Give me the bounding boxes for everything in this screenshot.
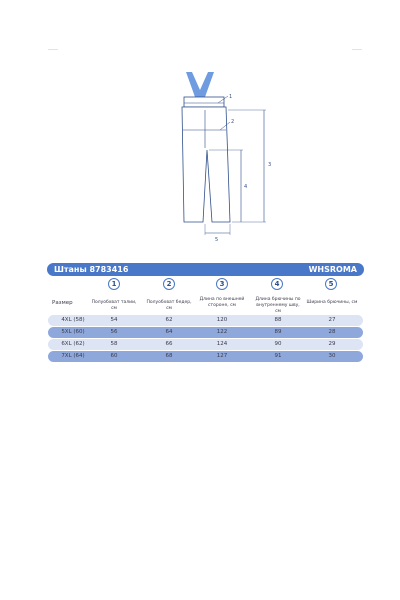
column-number-5: 5 bbox=[325, 278, 337, 290]
column-header-3: Длина по внешней стороне, см bbox=[199, 297, 245, 308]
table-row bbox=[48, 315, 363, 326]
value-cell: 127 bbox=[216, 353, 228, 359]
value-cell: 30 bbox=[328, 353, 336, 359]
column-header-1: Полуобхват талии, см bbox=[91, 300, 137, 311]
column-number-2: 2 bbox=[163, 278, 175, 290]
value-cell: 122 bbox=[216, 329, 228, 335]
value-cell: 58 bbox=[110, 341, 118, 347]
value-cell: 28 bbox=[328, 329, 336, 335]
value-cell: 54 bbox=[110, 317, 118, 323]
value-cell: 66 bbox=[165, 341, 173, 347]
table-row bbox=[48, 327, 363, 338]
brand-name: WHSROMA bbox=[308, 265, 357, 274]
value-cell: 60 bbox=[110, 353, 118, 359]
column-number-1: 1 bbox=[108, 278, 120, 290]
value-cell: 29 bbox=[328, 341, 336, 347]
measure-label-1: 1 bbox=[229, 94, 233, 100]
value-cell: 62 bbox=[165, 317, 173, 323]
size-cell: 6XL (62) bbox=[61, 341, 85, 347]
edge-mark-left bbox=[48, 49, 58, 50]
value-cell: 27 bbox=[328, 317, 336, 323]
table-row bbox=[48, 339, 363, 350]
product-title: Штаны 8783416 bbox=[54, 265, 129, 274]
pants-outline bbox=[182, 107, 230, 222]
column-number-4: 4 bbox=[271, 278, 283, 290]
column-number-3: 3 bbox=[216, 278, 228, 290]
table-row bbox=[48, 351, 363, 362]
value-cell: 56 bbox=[110, 329, 118, 335]
measure-label-4: 4 bbox=[244, 184, 248, 190]
value-cell: 68 bbox=[165, 353, 173, 359]
edge-mark-right bbox=[352, 49, 362, 50]
size-cell: 7XL (64) bbox=[61, 353, 85, 359]
value-cell: 120 bbox=[216, 317, 228, 323]
pants-measurement-diagram bbox=[160, 65, 280, 245]
size-cell: 4XL (58) bbox=[61, 317, 85, 323]
value-cell: 124 bbox=[216, 341, 228, 347]
measure-label-5: 5 bbox=[215, 237, 219, 243]
column-header-4: Длина брючины по внутреннему шву, см bbox=[255, 297, 301, 314]
waistband bbox=[184, 97, 224, 107]
value-cell: 91 bbox=[274, 353, 282, 359]
value-cell: 89 bbox=[274, 329, 282, 335]
measure-label-3: 3 bbox=[268, 162, 272, 168]
value-cell: 88 bbox=[274, 317, 282, 323]
value-cell: 64 bbox=[165, 329, 173, 335]
value-cell: 90 bbox=[274, 341, 282, 347]
size-column-header: Размер bbox=[52, 300, 73, 306]
size-cell: 5XL (60) bbox=[61, 329, 85, 335]
column-header-2: Полуобхват бедер, см bbox=[146, 300, 192, 311]
measure-label-2: 2 bbox=[231, 119, 235, 125]
suspenders-icon bbox=[186, 72, 214, 97]
column-header-5: Ширина брючины, см bbox=[306, 300, 358, 305]
product-banner bbox=[47, 263, 364, 276]
